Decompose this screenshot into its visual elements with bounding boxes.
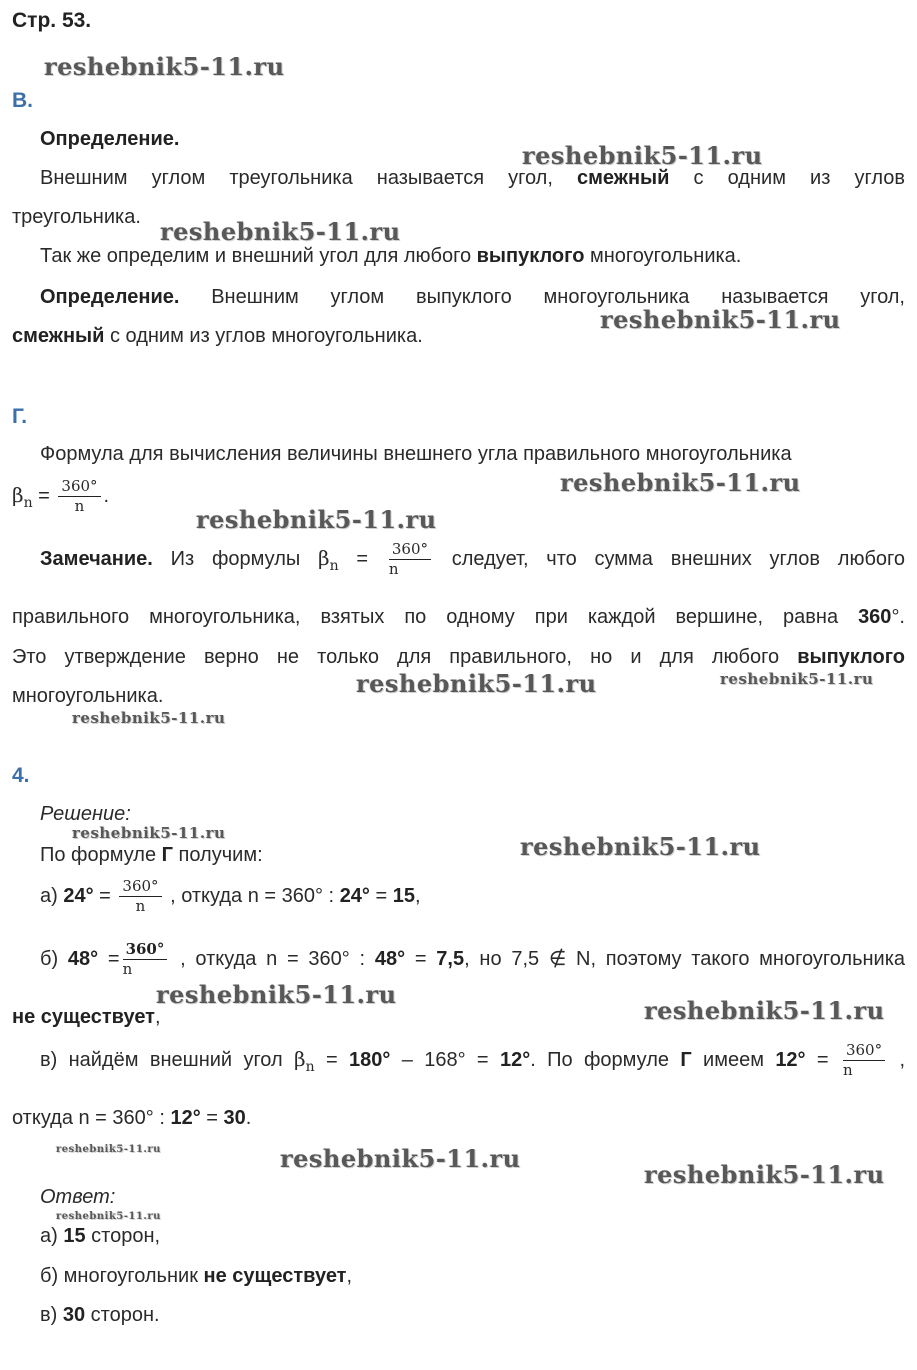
formula-beta-n: $\beta_n$ = $\frac{360^\circ}{n}$ . <box>12 477 110 516</box>
solution-part-a: а) 24° = $\frac{360^\circ}{n}$ , откуда n = 360° : 24° = 15, <box>40 877 421 916</box>
formula-fraction: $\frac{360^\circ}{n}$ <box>58 478 100 516</box>
definition-2-line-2: смежный с одним из углов многоугольника. <box>12 325 423 347</box>
watermark: reshebnik5-11.ru <box>72 709 226 727</box>
watermark: reshebnik5-11.ru <box>72 824 226 842</box>
section-g-heading: Г. <box>12 405 28 428</box>
page-number: Стр. 53. <box>12 9 92 32</box>
remark-line-4: многоугольника. <box>12 685 164 707</box>
watermark: reshebnik5-11.ru <box>644 996 885 1025</box>
answer-c: в) 30 сторон. <box>40 1304 160 1326</box>
watermark: reshebnik5-11.ru <box>156 980 397 1009</box>
watermark: reshebnik5-11.ru <box>600 305 841 334</box>
formula-description: Формула для вычисления величины внешнего угла правильного многоугольника <box>40 443 792 465</box>
watermark: reshebnik5-11.ru <box>160 217 401 246</box>
definition-1-title: Определение. <box>40 128 180 150</box>
watermark: reshebnik5-11.ru <box>56 1211 161 1222</box>
watermark: reshebnik5-11.ru <box>280 1144 521 1173</box>
answer-b: б) многоугольник не существует, <box>40 1265 353 1287</box>
problem-4-heading: 4. <box>12 764 30 787</box>
watermark: reshebnik5-11.ru <box>356 669 597 698</box>
watermark: reshebnik5-11.ru <box>196 505 437 534</box>
answer-a: а) 15 сторон, <box>40 1225 161 1247</box>
watermark: reshebnik5-11.ru <box>720 670 874 688</box>
watermark: reshebnik5-11.ru <box>522 141 763 170</box>
solution-part-b-line-2: не существует, <box>12 1006 161 1028</box>
solution-part-c: в) найдём внешний угол $\beta_n = 180^\circ - 168^\circ = 12^\circ$. По формуле Г имеем 12° = $\frac{360^\circ}{n}$ , <box>40 1041 905 1080</box>
remark-line-3: Это утверждение верно не только для правильного, но и для любого выпуклого <box>12 646 905 668</box>
also-define-text: Так же определим и внешний угол для любого выпуклого многоугольника. <box>40 245 742 267</box>
solution-part-c-line-2: откуда n = 360° : 12° = 30. <box>12 1107 252 1129</box>
answer-label: Ответ: <box>40 1186 116 1208</box>
remark-line-1: Замечание. Из формулы $\beta_n$ = $\frac{360^\circ}{n}$ следует, что сумма внешних углов любого <box>40 540 906 579</box>
remark-line-2: правильного многоугольника, взятых по одному при каждой вершине, равна 360°. <box>12 606 905 628</box>
solution-part-b: б) 48° = $\frac{360^\circ}{n}$ , откуда n = 360° : 48° = 7,5, но 7,5 ∉ N, поэтому такого многоугольника <box>40 940 906 979</box>
section-v-heading: В. <box>12 89 33 112</box>
definition-1-line-2: треугольника. <box>12 206 141 228</box>
solution-label: Решение: <box>40 803 131 825</box>
by-formula-text: По формуле Г получим: <box>40 844 263 866</box>
watermark: reshebnik5-11.ru <box>644 1160 885 1189</box>
definition-2-line-1: Определение. Внешним углом выпуклого многоугольника называется угол, <box>40 286 905 308</box>
watermark: reshebnik5-11.ru <box>44 52 285 81</box>
watermark: reshebnik5-11.ru <box>56 1144 161 1155</box>
definition-1-line-1: Внешним углом треугольника называется угол, смежный с одним из углов <box>40 167 905 189</box>
watermark: reshebnik5-11.ru <box>560 468 801 497</box>
watermark: reshebnik5-11.ru <box>520 832 761 861</box>
